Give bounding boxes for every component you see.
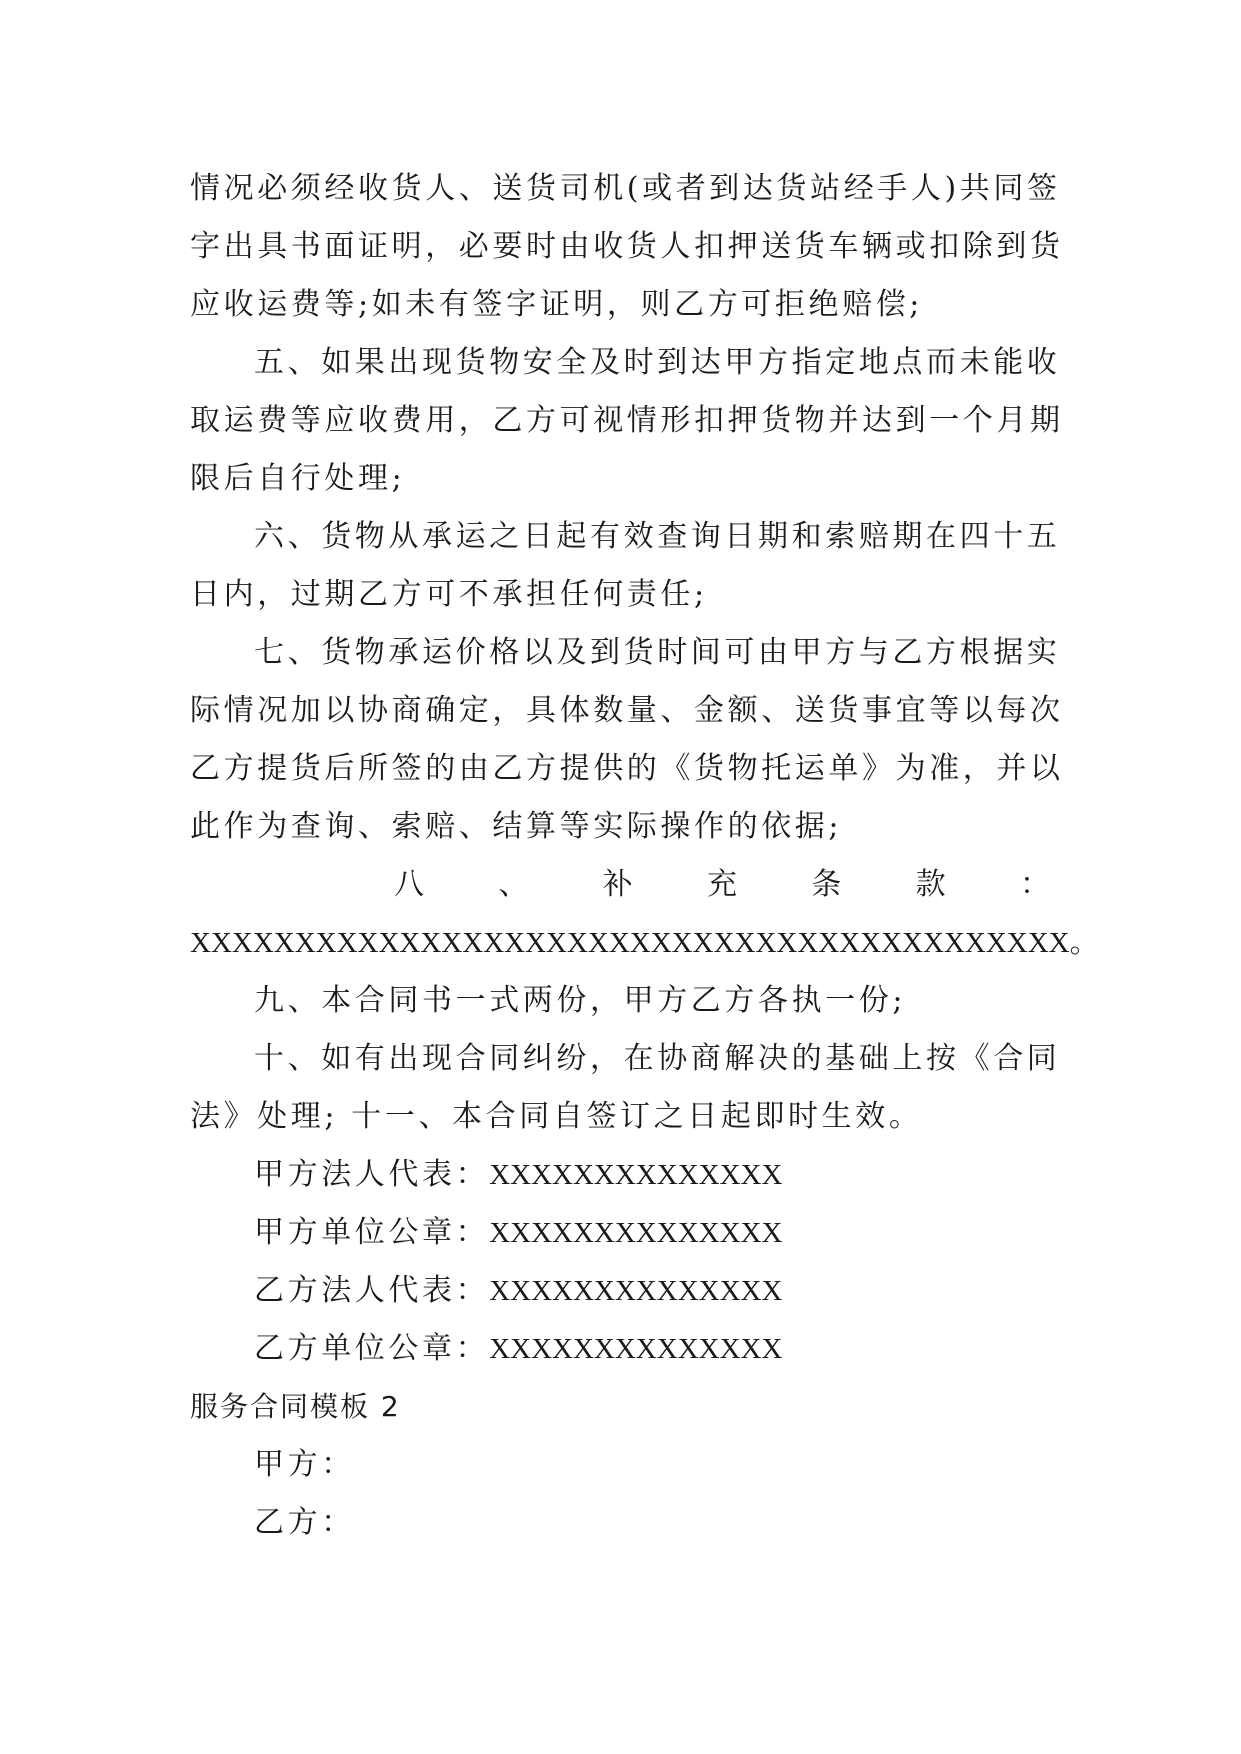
body-line: 乙方提货后所签的由乙方提供的《货物托运单》为准，并以	[190, 751, 1064, 786]
clause-10-line: 十、如有出现合同纠纷，在协商解决的基础上按《合同	[254, 1041, 1061, 1076]
clause-8-char: 八	[394, 867, 424, 902]
signature-value: XXXXXXXXXXXXXX	[489, 1217, 783, 1249]
body-line: 取运费等应收费用，乙方可视情形扣押货物并达到一个月期	[190, 403, 1064, 438]
signature-line	[190, 1146, 1050, 1204]
signature-line	[190, 1262, 1050, 1320]
clause-9-line: 九、本合同书一式两份，甲方乙方各执一份;	[254, 983, 907, 1018]
template-2-title: 服务合同模板 2	[190, 1390, 401, 1423]
signature-label: 乙方单位公章：	[254, 1331, 490, 1366]
signature-value: XXXXXXXXXXXXXX	[489, 1275, 783, 1307]
body-line: 限后自行处理;	[190, 461, 406, 496]
signature-line	[190, 1204, 1050, 1262]
body-line: 情况必须经收货人、送货司机(或者到达货站经手人)共同签	[190, 171, 1061, 206]
body-line: 应收运费等;如未有签字证明，则乙方可拒绝赔偿;	[190, 287, 924, 322]
signature-label: 甲方单位公章：	[254, 1215, 490, 1250]
signature-value: XXXXXXXXXXXXXX	[489, 1333, 783, 1365]
clause-8-value: XXXXXXXXXXXXXXXXXXXXXXXXXXXXXXXXXXXXXXXXXX。	[190, 927, 1099, 959]
body-line: 字出具书面证明，必要时由收货人扣押送货车辆或扣除到货	[190, 229, 1064, 264]
clause-8-char: 款	[915, 867, 946, 902]
clause-8-heading	[190, 856, 1050, 914]
clause-7-line: 七、货物承运价格以及到货时间可由甲方与乙方根据实	[254, 635, 1061, 670]
clause-8-char: 条	[811, 867, 842, 902]
clause-8-char: 、	[498, 867, 529, 902]
party-a-label: 甲方：	[254, 1447, 355, 1482]
document-body	[190, 160, 1099, 1552]
signature-label: 甲方法人代表：	[254, 1157, 490, 1192]
body-line: 法》处理; 十一、本合同自签订之日起即时生效。	[190, 1099, 923, 1134]
signature-label: 乙方法人代表：	[254, 1273, 490, 1308]
clause-6-line: 六、货物从承运之日起有效查询日期和索赔期在四十五	[254, 519, 1061, 554]
body-line: 此作为查询、索赔、结算等实际操作的依据;	[190, 809, 843, 844]
clause-8-char: ：	[1019, 867, 1050, 902]
signature-line	[190, 1320, 1050, 1378]
body-line: 际情况加以协商确定，具体数量、金额、送货事宜等以每次	[190, 693, 1064, 728]
clause-5-line: 五、如果出现货物安全及时到达甲方指定地点而未能收	[254, 345, 1061, 380]
body-line: 日内，过期乙方可不承担任何责任;	[190, 577, 708, 612]
party-b-label: 乙方：	[254, 1505, 355, 1540]
signature-value: XXXXXXXXXXXXXX	[489, 1159, 783, 1191]
clause-8-char: 补	[602, 867, 633, 902]
clause-8-char: 充	[706, 867, 737, 902]
